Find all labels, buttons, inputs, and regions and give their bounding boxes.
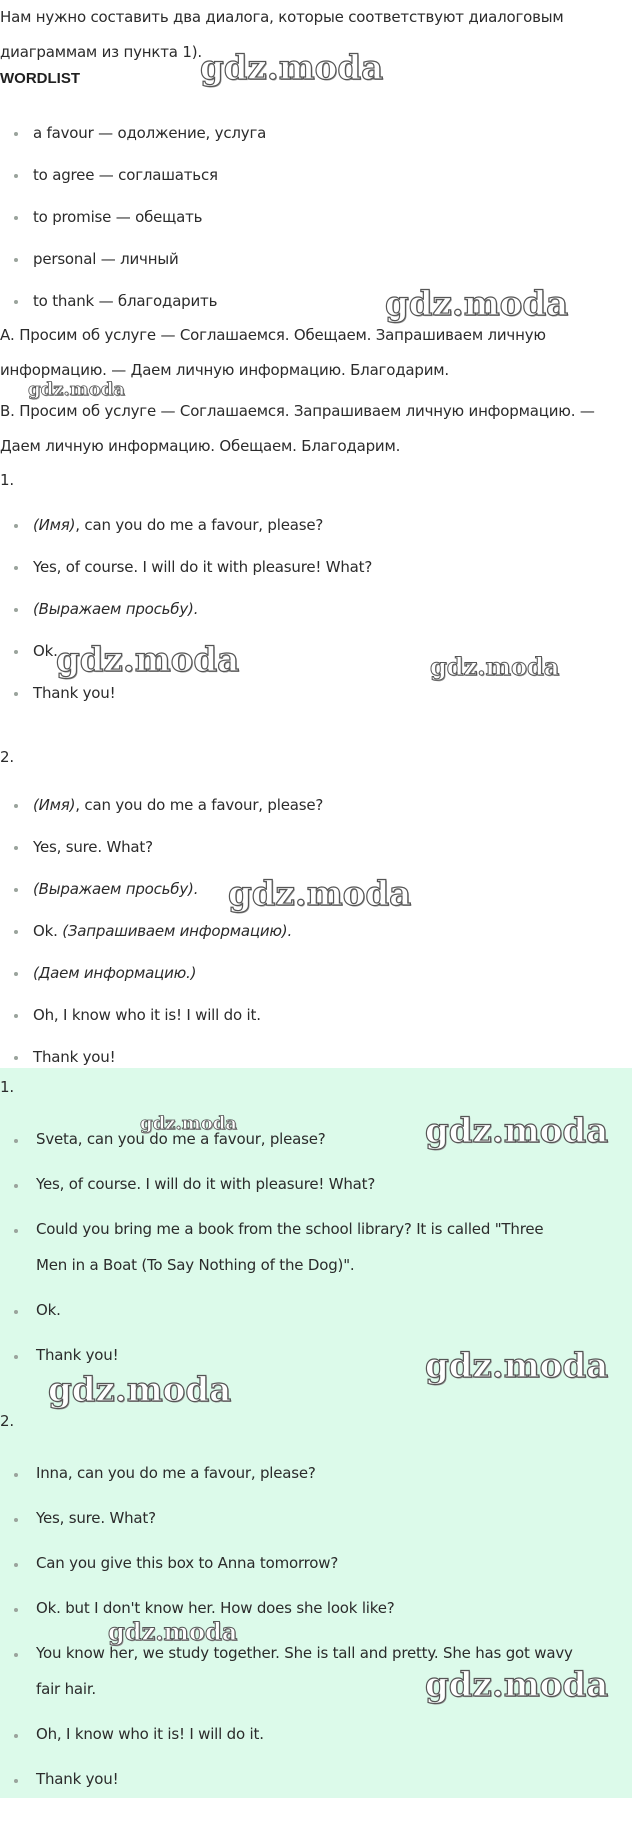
bullet-icon: [14, 1310, 18, 1314]
bullet-icon: [14, 566, 18, 570]
bullet-icon: [14, 524, 18, 528]
intro-line-1: Нам нужно составить два диалога, которые соответствуют диалоговым: [0, 8, 564, 26]
bullet-icon: [14, 1608, 18, 1612]
answer-2-number: 2.: [0, 1412, 14, 1430]
plan-b-line-2: Даем личную информацию. Обещаем. Благодарим.: [0, 437, 401, 455]
bullet-icon: [14, 804, 18, 808]
bullet-icon: [14, 1139, 18, 1143]
watermark-logo: gdz.moda: [28, 379, 125, 400]
bullet-icon: [14, 216, 18, 220]
template-1-number: 1.: [0, 471, 14, 489]
bullet-icon: [14, 300, 18, 304]
watermark-logo: gdz.moda: [56, 640, 240, 680]
bullet-icon: [14, 608, 18, 612]
watermark-logo: gdz.moda: [140, 1113, 237, 1134]
wordlist-heading: WORDLIST: [0, 70, 80, 87]
bullet-icon: [14, 1056, 18, 1060]
bullet-icon: [14, 132, 18, 136]
watermark-logo: gdz.moda: [200, 48, 384, 88]
template-2-number: 2.: [0, 748, 14, 766]
watermark-logo: gdz.moda: [425, 1346, 609, 1386]
intro-line-2: диаграммам из пункта 1).: [0, 43, 202, 61]
answer-1-number: 1.: [0, 1078, 14, 1096]
bullet-icon: [14, 1473, 18, 1477]
bullet-icon: [14, 1563, 18, 1567]
bullet-icon: [14, 1653, 18, 1657]
bullet-icon: [14, 930, 18, 934]
plan-a-line-1: А. Просим об услуге — Соглашаемся. Обещаем. Запрашиваем личную: [0, 326, 546, 344]
plan-a-line-2: информацию. — Даем личную информацию. Благодарим.: [0, 361, 449, 379]
bullet-icon: [14, 1518, 18, 1522]
plan-b-line-1: В. Просим об услуге — Соглашаемся. Запрашиваем личную информацию. —: [0, 402, 595, 420]
bullet-icon: [14, 888, 18, 892]
watermark-logo: gdz.moda: [228, 874, 412, 914]
bullet-icon: [14, 1779, 18, 1783]
bullet-icon: [14, 1229, 18, 1233]
watermark-logo: gdz.moda: [430, 652, 560, 681]
bullet-icon: [14, 1014, 18, 1018]
bullet-icon: [14, 972, 18, 976]
watermark-logo: gdz.moda: [425, 1111, 609, 1151]
bullet-icon: [14, 692, 18, 696]
bullet-icon: [14, 650, 18, 654]
watermark-logo: gdz.moda: [385, 284, 569, 324]
bullet-icon: [14, 174, 18, 178]
bullet-icon: [14, 258, 18, 262]
watermark-logo: gdz.moda: [108, 1617, 238, 1646]
bullet-icon: [14, 1355, 18, 1359]
bullet-icon: [14, 1734, 18, 1738]
watermark-logo: gdz.moda: [425, 1665, 609, 1705]
bullet-icon: [14, 846, 18, 850]
watermark-logo: gdz.moda: [48, 1370, 232, 1410]
bullet-icon: [14, 1184, 18, 1188]
